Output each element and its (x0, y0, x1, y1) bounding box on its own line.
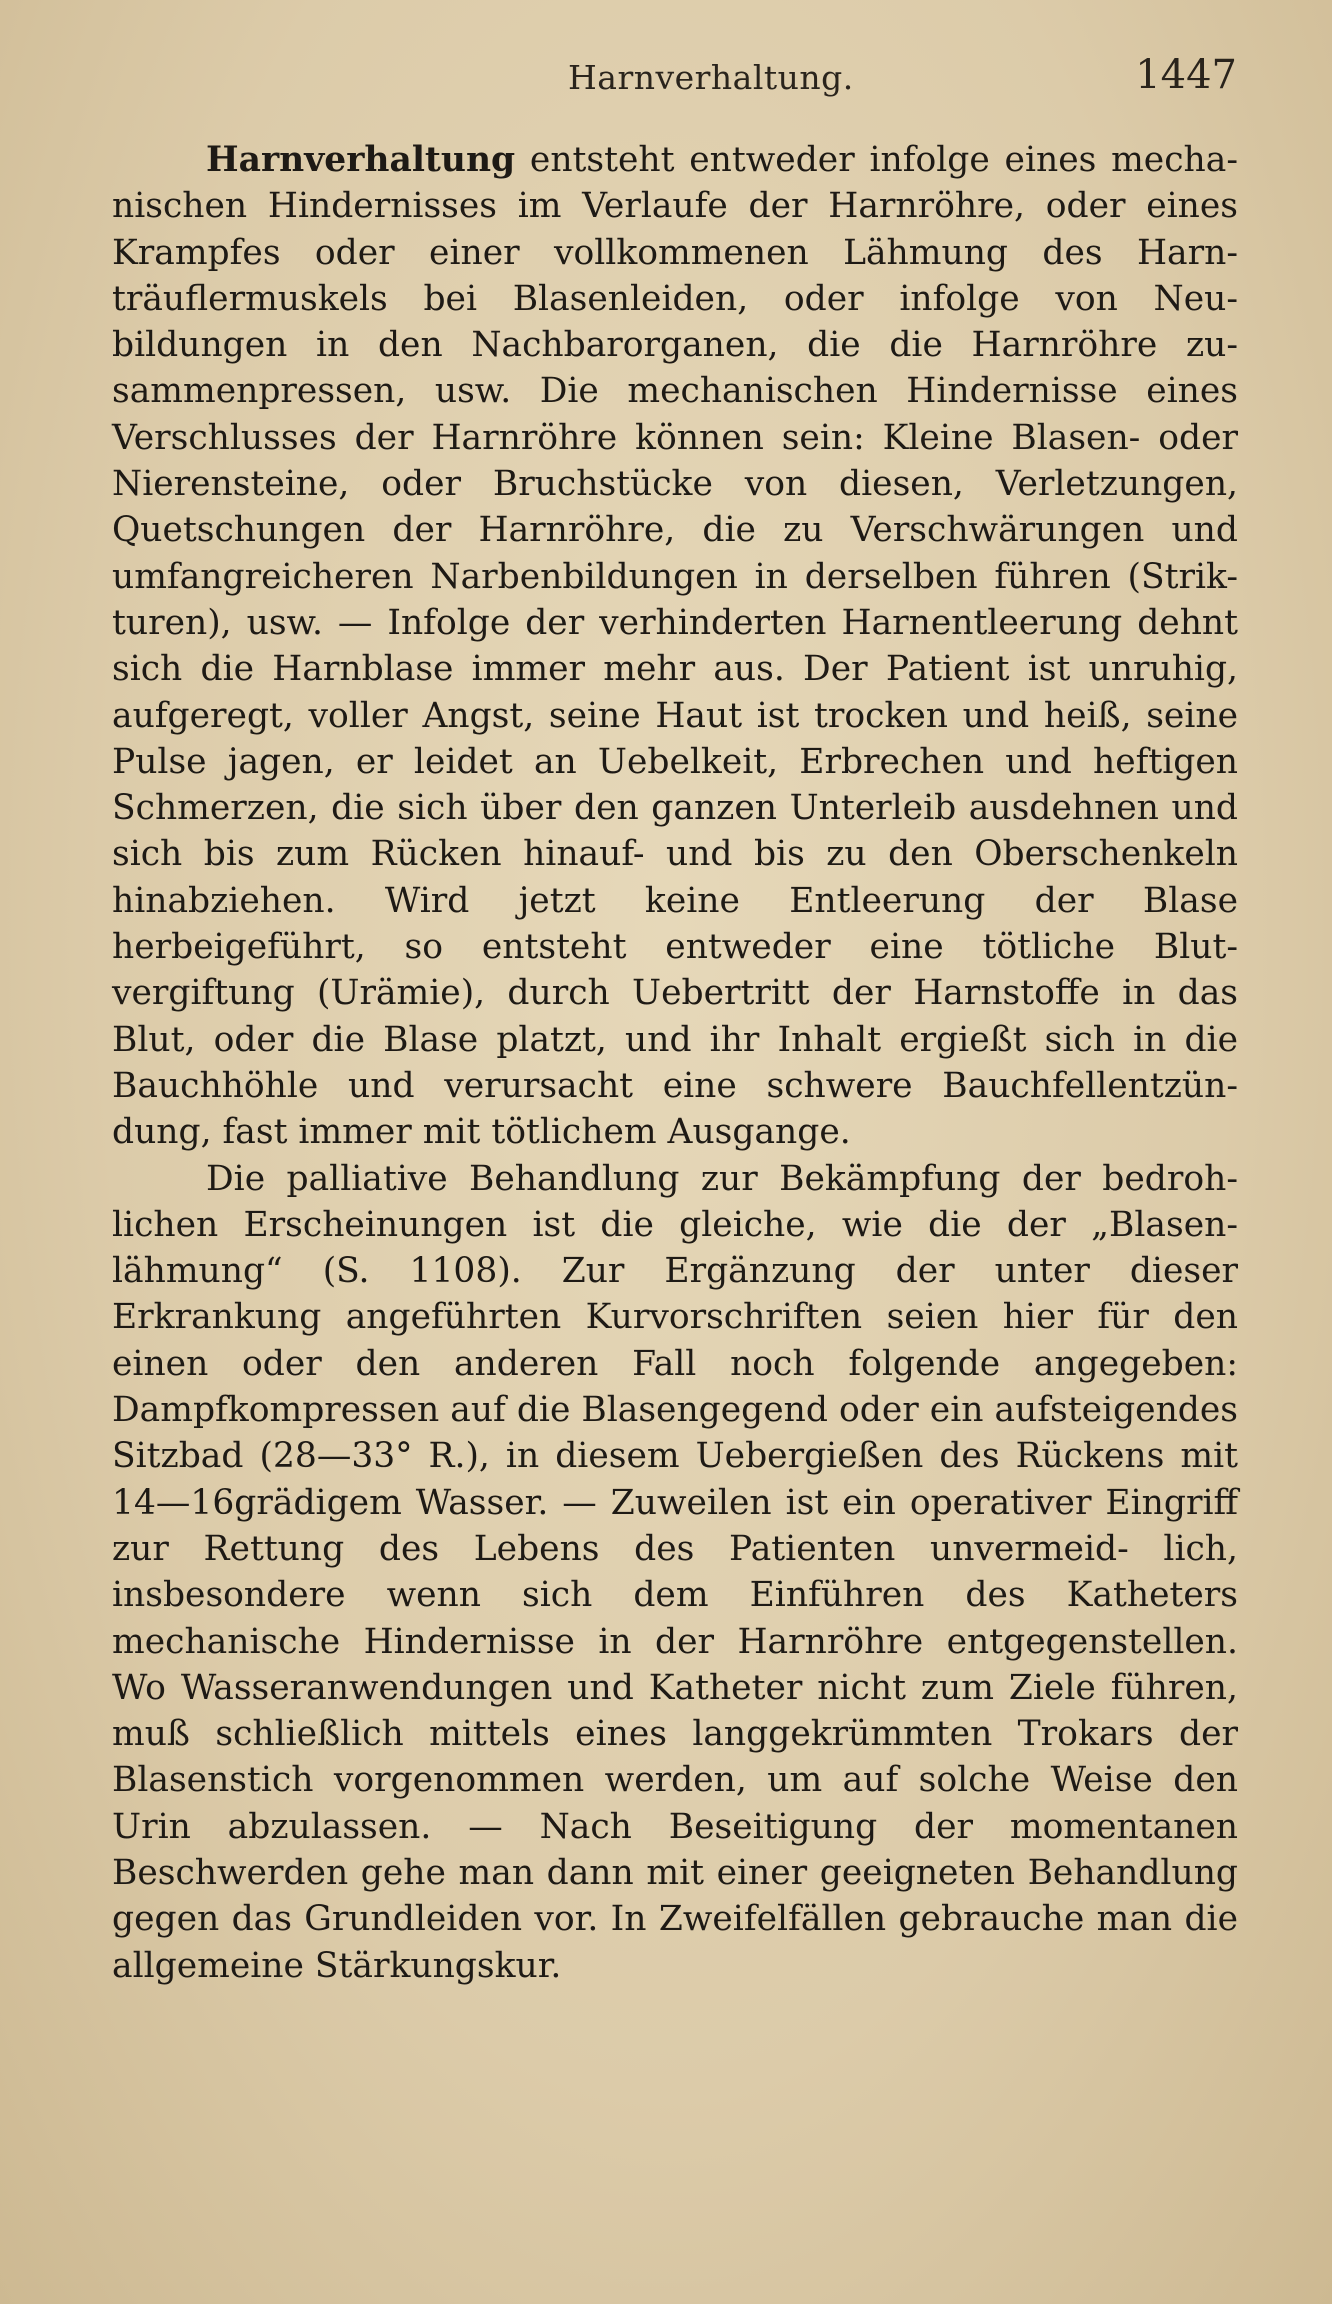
article-body (112, 137, 1238, 1989)
page-number: 1447 (1135, 52, 1237, 98)
paragraph-2: Die palliative Behandlung zur Bekämpfung der bedroh- lichen Erscheinungen ist die gleiche, wie die der „Blasen- lähmung“ (S. 1108). Zur Ergänzung der unter dieser Erkrankung angeführten Kurvorschriften seien hier für den einen oder den anderen Fall noch folgende angegeben: Dampfkompressen auf die Blasengegend oder ein aufsteigendes Sitzbad (28—33° R.), in diesem Uebergießen des Rückens mit 14—16grädigem Wasser. — Zuweilen ist ein operativer Eingriff zur Rettung des Lebens des Patienten unvermeid- lich, insbesondere wenn sich dem Einführen des Katheters mechanische Hindernisse in der Harnröhre entgegenstellen. Wo Wasseranwendungen und Katheter nicht zum Ziele führen, muß schließlich mittels eines langgekrümmten Trokars der Blasenstich vorgenommen werden, um auf solche Weise den Urin abzulassen. — Nach Beseitigung der momentanen Beschwerden gehe man dann mit einer geeigneten Behandlung gegen das Grundleiden vor. In Zweifelfällen gebrauche man die allgemeine Stärkungskur. (112, 1158, 1238, 1986)
paragraph-1 (112, 137, 1238, 1156)
paragraph-1-text: entsteht entweder infolge eines mecha- nischen Hindernisses im Verlaufe der Harnröhre, oder eines Krampfes oder einer vollkommenen Lähmung des Harn- träuflermuskels bei Blasenleiden, oder infolge von Neu- bildungen in den Nachbarorganen, die die Harnröhre zu- sammenpressen, usw. Die mechanischen Hindernisse eines Verschlusses der Harnröhre können sein: Kleine Blasen- oder Nierensteine, oder Bruchstücke von diesen, Verletzungen, Quetschungen der Harnröhre, die zu Verschwärungen und umfangreicheren Narbenbildungen in derselben führen (Strik- turen), usw. — Infolge der verhinderten Harnentleerung dehnt sich die Harnblase immer mehr aus. Der Patient ist unruhig, aufgeregt, voller Angst, seine Haut ist trocken und heiß, seine Pulse jagen, er leidet an Uebelkeit, Erbrechen und heftigen Schmerzen, die sich über den ganzen Unterleib ausdehnen und sich bis zum Rücken hinauf- und bis zu den Oberschenkeln hinabziehen. Wird jetzt keine Entleerung der Blase herbeigeführt, so entsteht entweder eine tötliche Blut- vergiftung (Urämie), durch Uebertritt der Harnstoffe in das Blut, oder die Blase platzt, und ihr Inhalt ergießt sich in die Bauchhöhle und verursacht eine schwere Bauchfellentzün- dung, fast immer mit tötlichem Ausgange. (112, 140, 1238, 1153)
lemma-heading: Harnverhaltung (206, 140, 516, 180)
running-title: Harnverhaltung. (568, 58, 854, 97)
